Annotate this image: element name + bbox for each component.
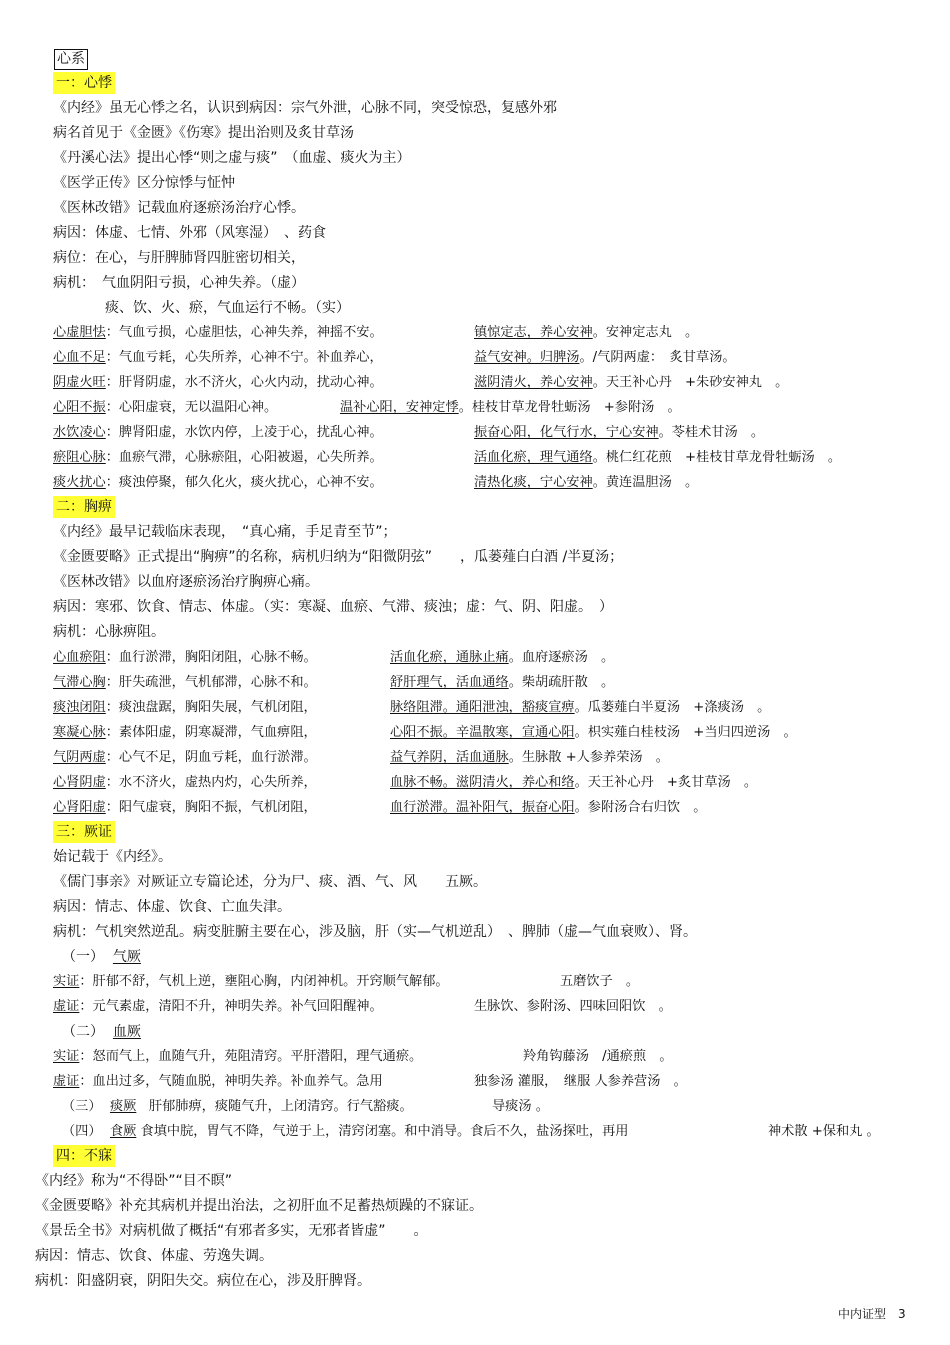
text-line: 病因：体虚、七情、外邪（风寒湿） 、药食 <box>53 225 326 241</box>
syndrome-desc: ：脾肾阳虚，水饮内停，上凌于心，扰乱心神。 <box>105 425 383 440</box>
subsection-number: （一） <box>62 949 104 965</box>
subsection-text: 肝郁肺痹，痰随气升，上闭清窍。行气豁痰。 <box>148 1099 413 1114</box>
subsection-name: 气厥 <box>112 949 141 965</box>
formula: 。柴胡疏肝散 。 <box>508 675 615 690</box>
text-line: 《内经》虽无心悸之名，认识到病因：宗气外泄，心脉不同，突受惊恐，复感外邪 <box>53 100 557 116</box>
syndrome-row <box>53 398 277 418</box>
text-line: 痰、饮、火、瘀，气血运行不畅。（实） <box>105 300 350 316</box>
text-line: 《内经》称为“不得卧”“目不瞑” <box>35 1173 233 1189</box>
subsection-number: （四） <box>62 1124 102 1139</box>
syndrome-name: 痰火扰心 <box>53 475 106 490</box>
subsection-number: （二） <box>62 1024 104 1040</box>
text-line: 《金匮要略》正式提出“胸痹”的名称，病机归纳为“阳微阴弦” ，瓜蒌薤白白酒 /半夏汤； <box>53 549 624 565</box>
syndrome-row <box>53 323 383 343</box>
syndrome-row <box>53 698 317 718</box>
syndrome-desc: ：血瘀气滞，心脉瘀阻，心阳被遏，心失所养。 <box>105 450 383 465</box>
treatment <box>474 448 841 468</box>
subsection-shijue <box>62 1122 628 1142</box>
syndrome-name: 心血瘀阻 <box>53 650 106 665</box>
syndrome-row <box>53 997 383 1017</box>
treatment-method: 血脉不畅。滋阴清火，养心和络 <box>390 775 575 790</box>
formula: 五磨饮子 。 <box>560 974 640 989</box>
syndrome-desc: ：痰浊盘踞，胸阳失展，气机闭阻， <box>105 700 317 715</box>
formula: 。生脉散 +人参养荣汤 。 <box>508 750 669 765</box>
text-line: 《儒门事亲》对厥证立专篇论述，分为尸、痰、酒、气、风 五厥。 <box>53 874 487 890</box>
formula: 。天王补心丹 +朱砂安神丸 。 <box>592 375 789 390</box>
text-line: 病机：阳盛阴衰，阴阳失交。病位在心，涉及肝脾肾。 <box>35 1273 371 1289</box>
text-line: 《丹溪心法》提出心悸“则之虚与痰” （血虚、痰火为主） <box>53 150 411 166</box>
syndrome-name: 心阳不振 <box>53 400 106 415</box>
treatment-method: 益气安神。归脾汤 <box>474 350 580 365</box>
treatment <box>474 348 736 368</box>
syndrome-name: 心肾阳虚 <box>53 800 106 815</box>
text-line: 《内经》最早记载临床表现， “真心痛，手足青至节”； <box>53 524 397 540</box>
treatment <box>390 748 669 768</box>
text-line: 病机：心脉痹阻。 <box>53 624 165 640</box>
text-line: 《医学正传》区分惊悸与怔忡 <box>53 175 235 191</box>
syndrome-name: 虚证 <box>53 1074 80 1089</box>
text-line: 病机：气机突然逆乱。病变脏腑主要在心，涉及脑，肝（实—气机逆乱） 、脾肺（虚—气血衰败）、肾。 <box>53 924 697 940</box>
text-line: 病因：情志、体虚、饮食、亡血失津。 <box>53 899 291 915</box>
syndrome-desc: ：血行淤滞，胸阳闭阻，心脉不畅。 <box>105 650 317 665</box>
syndrome-desc: ：素体阳虚，阴寒凝滞，气血痹阻， <box>105 725 317 740</box>
text-line: 《医林改错》以血府逐瘀汤治疗胸痹心痛。 <box>53 574 319 590</box>
text-line: 《金匮要略》补充其病机并提出治法，之初肝血不足蓄热烦躁的不寐证。 <box>35 1198 483 1214</box>
syndrome-name: 寒凝心脉 <box>53 725 106 740</box>
formula: 。安神定志丸 。 <box>592 325 699 340</box>
syndrome-name: 实证 <box>53 1049 80 1064</box>
formula: 。桃仁红花煎 +桂枝甘草龙骨牡蛎汤 。 <box>592 450 842 465</box>
doc-title: 心系 <box>54 49 88 70</box>
formula: 。苓桂术甘汤 。 <box>658 425 765 440</box>
syndrome-name: 气阴两虚 <box>53 750 106 765</box>
syndrome-name: 心血不足 <box>53 350 106 365</box>
syndrome-name: 实证 <box>53 974 80 989</box>
treatment-method: 清热化痰，宁心安神 <box>474 475 593 490</box>
syndrome-desc: ：肝肾阴虚，水不济火，心火内动，扰动心神。 <box>105 375 383 390</box>
subsection-xuejue <box>62 1022 141 1042</box>
formula: 羚角钩藤汤 /通瘀煎 。 <box>523 1049 673 1064</box>
page-footer: 中内证型 3 <box>838 1307 906 1321</box>
subsection-tanjue <box>62 1097 413 1117</box>
treatment <box>390 773 757 793</box>
syndrome-desc: ：肝失疏泄，气机郁滞，心脉不和。 <box>105 675 317 690</box>
formula: 导痰汤 。 <box>492 1099 549 1114</box>
text-line: 病因：寒邪、饮食、情志、体虚。（实：寒凝、血瘀、气滞、痰浊；虚：气、阴、阳虚。 ） <box>53 599 613 615</box>
formula: 。黄连温胆汤 。 <box>592 475 699 490</box>
formula: 。瓜蒌薤白半夏汤 +涤痰汤 。 <box>574 700 771 715</box>
syndrome-desc: ：怒而气上，血随气升，苑阻清窍。平肝潜阳，理气通瘀。 <box>79 1049 423 1064</box>
treatment-method: 舒肝理气，活血通络 <box>390 675 509 690</box>
syndrome-desc: ：气血亏损，心虚胆怯，心神失养，神摇不安。 <box>105 325 383 340</box>
syndrome-desc: ：肝郁不舒，气机上逆，壅阻心胸，内闭神机。开窍顺气解郁。 <box>79 974 449 989</box>
subsection-name: 食厥 <box>109 1124 137 1139</box>
syndrome-row <box>53 773 317 793</box>
text-line: 病因：情志、饮食、体虚、劳逸失调。 <box>35 1248 273 1264</box>
formula: 。血府逐瘀汤 。 <box>508 650 615 665</box>
syndrome-row <box>53 1047 422 1067</box>
syndrome-row <box>53 723 317 743</box>
text-line: 病机： 气血阴阳亏损，心神失养。（虚） <box>53 275 305 291</box>
treatment <box>340 398 681 418</box>
treatment-method: 振奋心阳，化气行水，宁心安神 <box>474 425 659 440</box>
syndrome-row <box>53 648 317 668</box>
text-line: 始记载于《内经》。 <box>53 849 172 865</box>
treatment-method: 益气养阴，活血通脉 <box>390 750 509 765</box>
syndrome-row <box>53 373 383 393</box>
syndrome-desc: ：元气素虚，清阳不升，神明失养。补气回阳醒神。 <box>79 999 383 1014</box>
syndrome-row <box>53 972 449 992</box>
formula: 神术散 +保和丸 。 <box>768 1124 880 1139</box>
treatment <box>390 648 614 668</box>
syndrome-desc: ：心气不足，阴血亏耗，血行淤滞。 <box>105 750 317 765</box>
syndrome-desc: ：痰浊停聚，郁久化火，痰火扰心，心神不安。 <box>105 475 383 490</box>
syndrome-name: 心虚胆怯 <box>53 325 106 340</box>
formula: 生脉饮、参附汤、四味回阳饮 。 <box>474 999 672 1014</box>
treatment-method: 活血化瘀，通脉止痛 <box>390 650 509 665</box>
section-heading-xinji: 一：心悸 <box>53 72 115 94</box>
syndrome-row <box>53 1072 383 1092</box>
syndrome-desc: ：气血亏耗，心失所养，心神不宁。补血养心， <box>105 350 383 365</box>
syndrome-name: 阴虚火旺 <box>53 375 106 390</box>
syndrome-name: 痰浊闭阻 <box>53 700 106 715</box>
formula: 。天王补心丹 +炙甘草汤 。 <box>574 775 758 790</box>
treatment <box>474 373 788 393</box>
treatment-method: 温补心阳，安神定悸 <box>340 400 459 415</box>
syndrome-row <box>53 423 383 443</box>
treatment <box>390 673 614 693</box>
formula: 。桂枝甘草龙骨牡蛎汤 +参附汤 。 <box>458 400 681 415</box>
subsection-qijue <box>62 947 141 967</box>
syndrome-desc: ：心阳虚衰，无以温阳心神。 <box>105 400 278 415</box>
syndrome-name: 水饮凌心 <box>53 425 106 440</box>
text-line: 《医林改错》记载血府逐瘀汤治疗心悸。 <box>53 200 305 216</box>
section-heading-jue: 三：厥证 <box>53 821 115 843</box>
text-line: 病名首见于《金匮》《伤寒》提出治则及炙甘草汤 <box>53 125 354 141</box>
syndrome-name: 心肾阴虚 <box>53 775 106 790</box>
treatment <box>474 473 698 493</box>
section-heading-xiongbi: 二：胸痹 <box>53 496 115 518</box>
treatment <box>390 798 707 818</box>
treatment-method: 镇惊定志，养心安神 <box>474 325 593 340</box>
formula: 。参附汤合右归饮 。 <box>574 800 707 815</box>
syndrome-row <box>53 348 383 368</box>
subsection-number: （三） <box>62 1099 102 1114</box>
treatment <box>474 423 764 443</box>
syndrome-row <box>53 798 317 818</box>
formula: 。枳实薤白桂枝汤 +当归四逆汤 。 <box>574 725 797 740</box>
treatment-method: 滋阴清火，养心安神 <box>474 375 593 390</box>
treatment-method: 脉络阻滞。通阳泄浊，豁痰宣痹 <box>390 700 575 715</box>
treatment-method: 心阳不振。辛温散寒，宣通心阳 <box>390 725 575 740</box>
syndrome-desc: ：血出过多，气随血脱，神明失养。补血养气。急用 <box>79 1074 383 1089</box>
syndrome-row <box>53 748 317 768</box>
treatment <box>390 698 770 718</box>
syndrome-row <box>53 448 383 468</box>
treatment-method: 活血化瘀，理气通络 <box>474 450 593 465</box>
text-line: 《景岳全书》对病机做了概括“有邪者多实，无邪者皆虚” 。 <box>35 1223 428 1239</box>
treatment-method: 血行淤滞。温补阳气，振奋心阳 <box>390 800 575 815</box>
syndrome-row <box>53 473 383 493</box>
syndrome-desc: ：水不济火，虚热内灼，心失所养， <box>105 775 317 790</box>
formula: 独参汤 灌服， 继服 人参养营汤 。 <box>474 1074 687 1089</box>
treatment <box>474 323 698 343</box>
subsection-name: 痰厥 <box>109 1099 137 1114</box>
syndrome-name: 瘀阻心脉 <box>53 450 106 465</box>
syndrome-desc: ：阳气虚衰，胸阳不振，气机闭阻， <box>105 800 317 815</box>
syndrome-name: 虚证 <box>53 999 80 1014</box>
treatment <box>390 723 797 743</box>
subsection-name: 血厥 <box>112 1024 141 1040</box>
text-line: 病位：在心，与肝脾肺肾四脏密切相关， <box>53 250 305 266</box>
syndrome-name: 气滞心胸 <box>53 675 106 690</box>
subsection-text: 食填中脘，胃气不降，气逆于上，清窍闭塞。和中消导。食后不久，盐汤探吐，再用 <box>140 1124 629 1139</box>
section-heading-bumei: 四：不寐 <box>53 1145 115 1167</box>
formula: 。/气阴两虚： 炙甘草汤。 <box>579 350 736 365</box>
syndrome-row <box>53 673 317 693</box>
